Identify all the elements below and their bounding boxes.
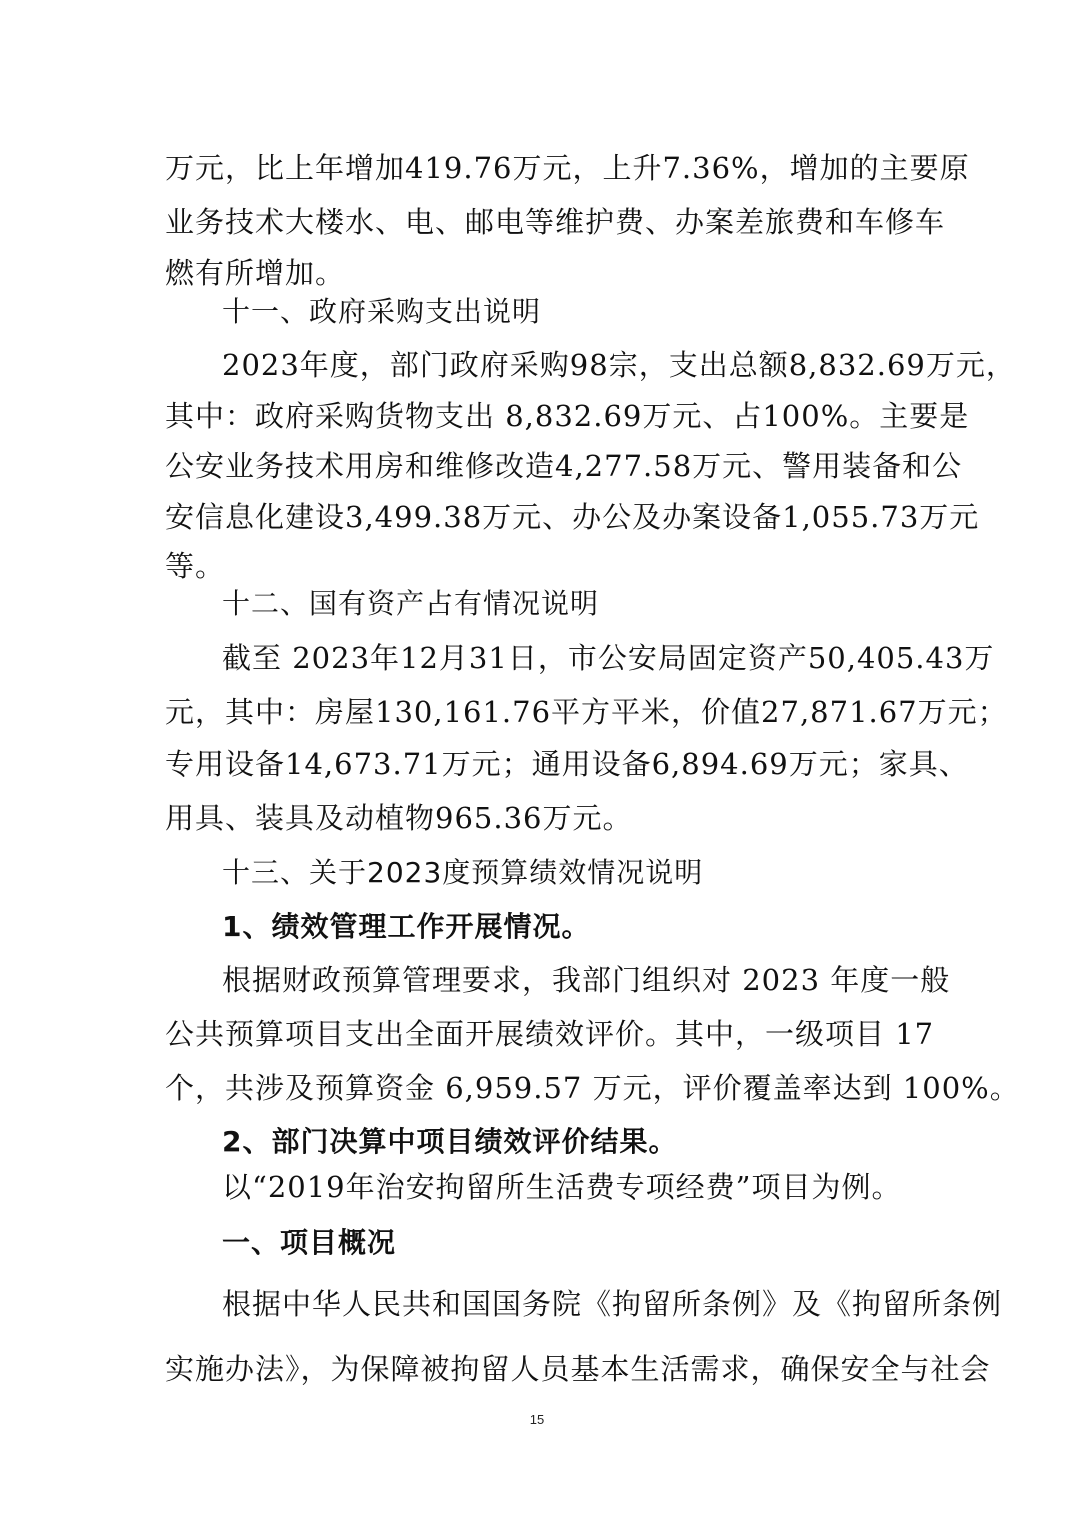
paragraph-line: 根据中华人民共和国国务院《拘留所条例》及《拘留所条例 [222, 1287, 1003, 1321]
paragraph-line: 业务技术大楼水、电、邮电等维护费、办案差旅费和车修车 [165, 205, 946, 239]
paragraph-line: 燃有所增加。 [165, 256, 346, 290]
paragraph-line: 元，其中：房屋130,161.76平方平米，价值27,871.67万元； [165, 695, 1008, 729]
paragraph-line: 个，共涉及预算资金 6,959.57 万元，评价覆盖率达到 100%。 [165, 1071, 1020, 1105]
paragraph-line: 公安业务技术用房和维修改造4,277.58万元、警用装备和公 [165, 449, 963, 483]
paragraph-line: 用具、装具及动植物965.36万元。 [165, 801, 633, 835]
paragraph-line: 万元，比上年增加419.76万元，上升7.36%，增加的主要原 [165, 151, 970, 185]
paragraph-line: 根据财政预算管理要求，我部门组织对 2023 年度一般 [222, 963, 951, 997]
subsection-heading: 1、绩效管理工作开展情况。 [222, 910, 591, 943]
paragraph-line: 等。 [165, 549, 226, 583]
paragraph-line: 公共预算项目支出全面开展绩效评价。其中，一级项目 17 [165, 1017, 935, 1051]
subsection-heading: 一、项目概况 [222, 1226, 397, 1259]
paragraph-line: 安信息化建设3,499.38万元、办公及办案设备1,055.73万元 [165, 500, 980, 534]
section-heading: 十二、国有资产占有情况说明 [222, 587, 600, 620]
paragraph-line: 以“2019年治安拘留所生活费专项经费”项目为例。 [222, 1170, 902, 1204]
section-heading: 十三、关于2023度预算绩效情况说明 [222, 856, 704, 889]
subsection-heading: 2、部门决算中项目绩效评价结果。 [222, 1125, 678, 1158]
page-number: 15 [529, 1412, 545, 1427]
paragraph-line: 其中：政府采购货物支出 8,832.69万元、占100%。主要是 [165, 399, 970, 433]
paragraph-line: 截至 2023年12月31日，市公安局固定资产50,405.43万 [222, 641, 995, 675]
section-heading: 十一、政府采购支出说明 [222, 295, 542, 328]
paragraph-line: 实施办法》，为保障被拘留人员基本生活需求，确保安全与社会 [165, 1352, 991, 1386]
paragraph-line: 专用设备14,673.71万元；通用设备6,894.69万元；家具、 [165, 747, 969, 781]
paragraph-line: 2023年度，部门政府采购98宗，支出总额8,832.69万元， [222, 348, 1016, 382]
